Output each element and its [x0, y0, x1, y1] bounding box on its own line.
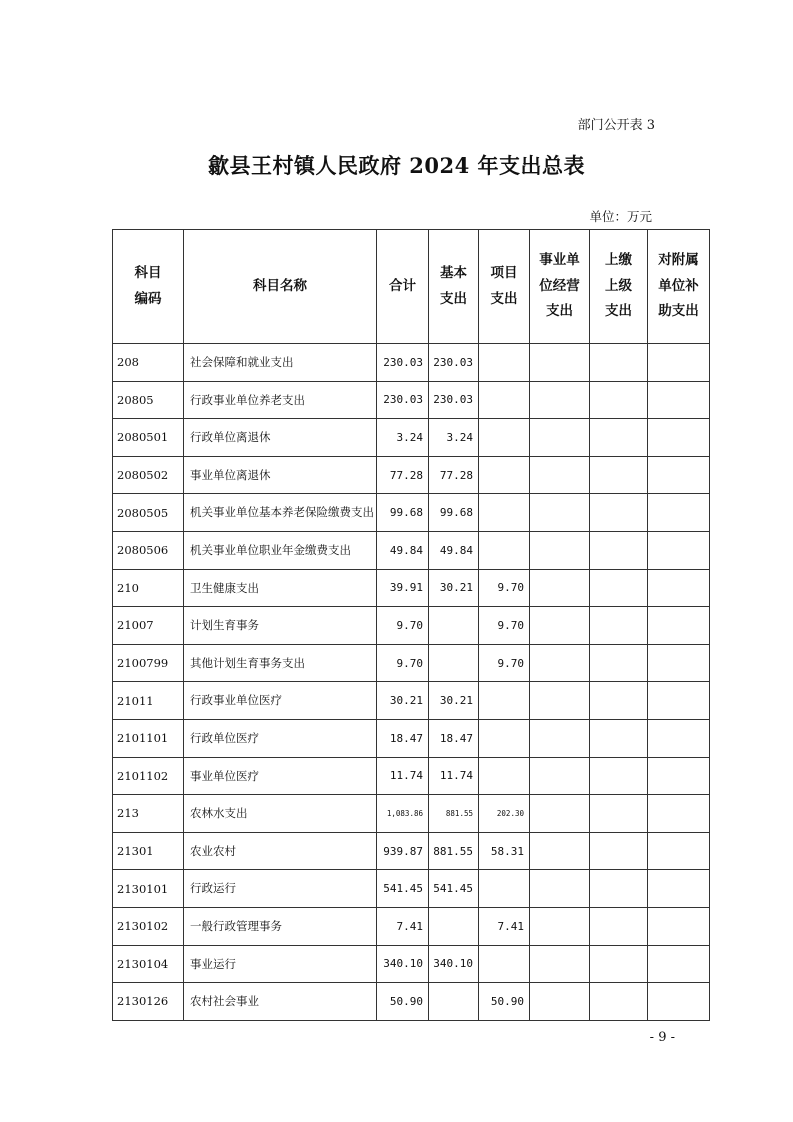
- unit-label: 单位：万元: [589, 209, 652, 224]
- cell-project: [479, 757, 530, 795]
- cell-basic: 881.55: [429, 795, 479, 833]
- cell-project: [479, 531, 530, 569]
- cell-total: 9.70: [377, 644, 429, 682]
- cell-basic: 11.74: [429, 757, 479, 795]
- cell-basic: 18.47: [429, 719, 479, 757]
- cell-code: 2130102: [113, 907, 184, 945]
- cell-name: 行政运行: [184, 870, 377, 908]
- cell-subsidy: [648, 983, 710, 1021]
- cell-subsidy: [648, 419, 710, 457]
- cell-remit: [590, 381, 648, 419]
- cell-total: 541.45: [377, 870, 429, 908]
- table-row: [113, 983, 710, 1021]
- cell-subsidy: [648, 494, 710, 532]
- cell-project: 202.30: [479, 795, 530, 833]
- page-title: 歙县王村镇人民政府 2024 年支出总表: [207, 153, 586, 178]
- cell-project: [479, 419, 530, 457]
- table-row: [113, 907, 710, 945]
- cell-subsidy: [648, 907, 710, 945]
- col-header-basic: 基本 支出: [429, 230, 479, 344]
- cell-subsidy: [648, 870, 710, 908]
- table-row: [113, 682, 710, 720]
- cell-remit: [590, 419, 648, 457]
- cell-project: [479, 494, 530, 532]
- cell-business: [530, 494, 590, 532]
- cell-name: 农林水支出: [184, 795, 377, 833]
- cell-subsidy: [648, 719, 710, 757]
- col-header-name: 科目名称: [184, 230, 377, 344]
- cell-remit: [590, 832, 648, 870]
- table-row: [113, 832, 710, 870]
- cell-business: [530, 682, 590, 720]
- cell-code: 210: [113, 569, 184, 607]
- cell-name: 一般行政管理事务: [184, 907, 377, 945]
- cell-name: 事业运行: [184, 945, 377, 983]
- cell-name: 机关事业单位职业年金缴费支出: [184, 531, 377, 569]
- cell-code: 2130104: [113, 945, 184, 983]
- cell-total: 30.21: [377, 682, 429, 720]
- table-row: [113, 456, 710, 494]
- cell-remit: [590, 494, 648, 532]
- cell-code: 208: [113, 344, 184, 382]
- cell-name: 社会保障和就业支出: [184, 344, 377, 382]
- table-row: [113, 757, 710, 795]
- cell-remit: [590, 344, 648, 382]
- cell-business: [530, 870, 590, 908]
- cell-project: [479, 719, 530, 757]
- cell-project: 9.70: [479, 644, 530, 682]
- cell-subsidy: [648, 344, 710, 382]
- cell-code: 2101101: [113, 719, 184, 757]
- col-header-business: 事业单 位经营 支出: [530, 230, 590, 344]
- cell-basic: 230.03: [429, 344, 479, 382]
- cell-basic: 3.24: [429, 419, 479, 457]
- cell-name: 行政单位离退休: [184, 419, 377, 457]
- cell-total: 3.24: [377, 419, 429, 457]
- table-row: [113, 644, 710, 682]
- col-header-project: 项目 支出: [479, 230, 530, 344]
- cell-code: 2080501: [113, 419, 184, 457]
- cell-business: [530, 907, 590, 945]
- cell-basic: [429, 907, 479, 945]
- cell-remit: [590, 907, 648, 945]
- cell-subsidy: [648, 381, 710, 419]
- cell-basic: 340.10: [429, 945, 479, 983]
- cell-subsidy: [648, 795, 710, 833]
- cell-project: 9.70: [479, 607, 530, 645]
- cell-total: 39.91: [377, 569, 429, 607]
- cell-business: [530, 381, 590, 419]
- cell-name: 机关事业单位基本养老保险缴费支出: [184, 494, 377, 532]
- cell-remit: [590, 757, 648, 795]
- table-row: [113, 344, 710, 382]
- cell-project: [479, 682, 530, 720]
- cell-code: 2101102: [113, 757, 184, 795]
- cell-subsidy: [648, 682, 710, 720]
- cell-business: [530, 757, 590, 795]
- cell-name: 卫生健康支出: [184, 569, 377, 607]
- cell-project: [479, 344, 530, 382]
- cell-business: [530, 531, 590, 569]
- cell-project: [479, 381, 530, 419]
- cell-total: 230.03: [377, 381, 429, 419]
- table-row: [113, 419, 710, 457]
- cell-project: [479, 945, 530, 983]
- cell-name: 计划生育事务: [184, 607, 377, 645]
- cell-code: 21301: [113, 832, 184, 870]
- cell-project: 9.70: [479, 569, 530, 607]
- col-header-total: 合计: [377, 230, 429, 344]
- cell-code: 2080506: [113, 531, 184, 569]
- cell-name: 行政事业单位养老支出: [184, 381, 377, 419]
- cell-business: [530, 832, 590, 870]
- cell-subsidy: [648, 644, 710, 682]
- cell-name: 事业单位医疗: [184, 757, 377, 795]
- cell-remit: [590, 719, 648, 757]
- cell-total: 99.68: [377, 494, 429, 532]
- cell-name: 行政单位医疗: [184, 719, 377, 757]
- table-body: [113, 344, 710, 1021]
- cell-name: 行政事业单位医疗: [184, 682, 377, 720]
- cell-basic: 49.84: [429, 531, 479, 569]
- cell-total: 939.87: [377, 832, 429, 870]
- cell-remit: [590, 644, 648, 682]
- cell-business: [530, 344, 590, 382]
- cell-code: 2130101: [113, 870, 184, 908]
- cell-name: 农业农村: [184, 832, 377, 870]
- cell-basic: [429, 607, 479, 645]
- cell-basic: [429, 983, 479, 1021]
- cell-code: 2100799: [113, 644, 184, 682]
- form-number: 部门公开表 3: [577, 118, 655, 133]
- cell-remit: [590, 569, 648, 607]
- table-row: [113, 607, 710, 645]
- cell-project: [479, 456, 530, 494]
- cell-basic: 881.55: [429, 832, 479, 870]
- table-row: [113, 381, 710, 419]
- cell-total: 18.47: [377, 719, 429, 757]
- cell-basic: 541.45: [429, 870, 479, 908]
- cell-remit: [590, 945, 648, 983]
- cell-subsidy: [648, 832, 710, 870]
- cell-code: 21011: [113, 682, 184, 720]
- col-header-remit: 上缴 上级 支出: [590, 230, 648, 344]
- cell-code: 2080502: [113, 456, 184, 494]
- table-row: [113, 795, 710, 833]
- cell-code: 2080505: [113, 494, 184, 532]
- cell-business: [530, 456, 590, 494]
- cell-subsidy: [648, 531, 710, 569]
- cell-project: 58.31: [479, 832, 530, 870]
- cell-basic: 77.28: [429, 456, 479, 494]
- cell-business: [530, 644, 590, 682]
- cell-business: [530, 419, 590, 457]
- cell-code: 20805: [113, 381, 184, 419]
- table-row: [113, 945, 710, 983]
- cell-project: 50.90: [479, 983, 530, 1021]
- cell-total: 77.28: [377, 456, 429, 494]
- cell-subsidy: [648, 945, 710, 983]
- cell-basic: 99.68: [429, 494, 479, 532]
- expenditure-table: [112, 229, 710, 1021]
- cell-business: [530, 607, 590, 645]
- cell-total: 340.10: [377, 945, 429, 983]
- cell-code: 2130126: [113, 983, 184, 1021]
- cell-remit: [590, 682, 648, 720]
- cell-business: [530, 569, 590, 607]
- cell-subsidy: [648, 607, 710, 645]
- cell-name: 其他计划生育事务支出: [184, 644, 377, 682]
- cell-basic: [429, 644, 479, 682]
- cell-total: 230.03: [377, 344, 429, 382]
- cell-basic: 30.21: [429, 682, 479, 720]
- cell-project: [479, 870, 530, 908]
- table-row: [113, 531, 710, 569]
- cell-remit: [590, 456, 648, 494]
- cell-name: 农村社会事业: [184, 983, 377, 1021]
- table-row: [113, 569, 710, 607]
- cell-remit: [590, 795, 648, 833]
- col-header-subsidy: 对附属 单位补 助支出: [648, 230, 710, 344]
- cell-business: [530, 945, 590, 983]
- cell-total: 9.70: [377, 607, 429, 645]
- cell-business: [530, 719, 590, 757]
- table-row: [113, 870, 710, 908]
- cell-business: [530, 795, 590, 833]
- cell-subsidy: [648, 456, 710, 494]
- cell-total: 7.41: [377, 907, 429, 945]
- cell-remit: [590, 870, 648, 908]
- cell-total: 49.84: [377, 531, 429, 569]
- cell-basic: 30.21: [429, 569, 479, 607]
- table-row: [113, 719, 710, 757]
- cell-total: 11.74: [377, 757, 429, 795]
- cell-total: 50.90: [377, 983, 429, 1021]
- cell-business: [530, 983, 590, 1021]
- cell-remit: [590, 983, 648, 1021]
- table-header-row: [113, 230, 710, 344]
- cell-name: 事业单位离退休: [184, 456, 377, 494]
- table-row: [113, 494, 710, 532]
- cell-project: 7.41: [479, 907, 530, 945]
- cell-code: 213: [113, 795, 184, 833]
- cell-subsidy: [648, 757, 710, 795]
- col-header-code: 科目 编码: [113, 230, 184, 344]
- cell-code: 21007: [113, 607, 184, 645]
- cell-basic: 230.03: [429, 381, 479, 419]
- cell-remit: [590, 531, 648, 569]
- cell-subsidy: [648, 569, 710, 607]
- page-number: - 9 -: [649, 1030, 675, 1045]
- cell-remit: [590, 607, 648, 645]
- cell-total: 1,083.86: [377, 795, 429, 833]
